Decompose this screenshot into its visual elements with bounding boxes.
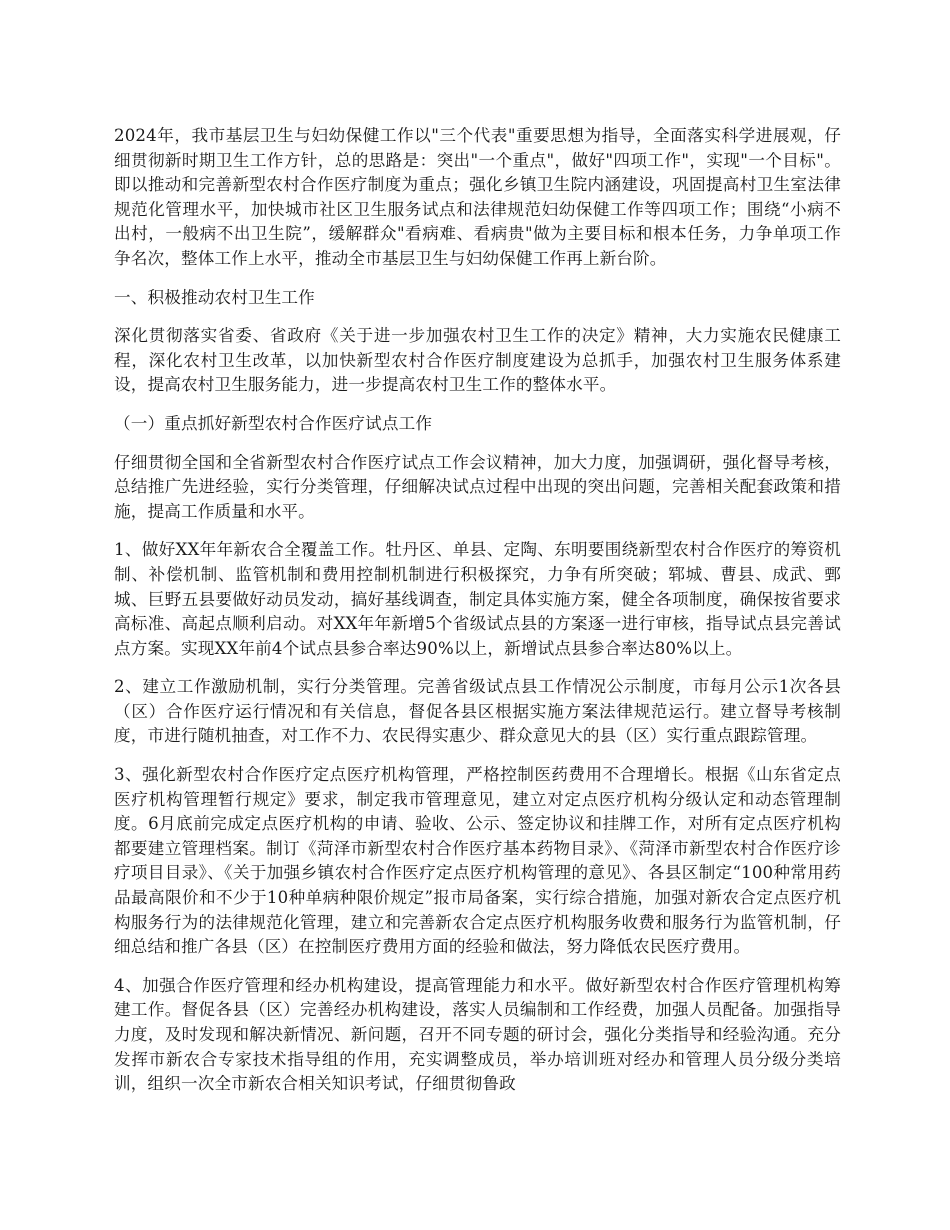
item-4-paragraph: 4、加强合作医疗管理和经办机构建设，提高管理能力和水平。做好新型农村合作医疗管理机构筹建工作。督促各县（区）完善经办机构建设，落实人员编制和工作经费，加强人员配备。加强指导力度，及时发现和解决新情况、新问题，召开不同专题的研讨会，强化分类指导和经验沟通。充分发挥市新农合专家技术指导组的作用，充实调整成员，举办培训班对经办和管理人员分级分类培训，组织一次全市新农合相关知识考试，仔细贯彻鲁政 [114, 975, 841, 1094]
section-heading-rural-health: 一、积极推动农村卫生工作 [114, 287, 315, 307]
subsection-heading-pilot-work: （一）重点抓好新型农村合作医疗试点工作 [114, 413, 433, 433]
item-3-paragraph: 3、强化新型农村合作医疗定点医疗机构管理，严格控制医药费用不合理增长。根据《山东省定点医疗机构管理暂行规定》要求，制定我市管理意见，建立对定点医疗机构分级认定和动态管理制度。6月底前完成定点医疗机构的申请、验收、公示、签定协议和挂牌工作，对所有定点医疗机构都要建立管理档案。制订《菏泽市新型农村合作医疗基本药物目录》、《菏泽市新型农村合作医疗诊疗项目目录》、《关于加强乡镇农村合作医疗定点医疗机构管理的意见》、各县区制定“100种常用药品最高限价和不少于10种单病种限价规定”报市局备案，实行综合措施，加强对新农合定点医疗机构服务行为的法律规范化管理，建立和完善新农合定点医疗机构服务收费和服务行为监管机制，仔细总结和推广各县（区）在控制医疗费用方面的经验和做法，努力降低农民医疗费用。 [114, 765, 841, 957]
intro-paragraph: 2024年，我市基层卫生与妇幼保健工作以"三个代表"重要思想为指导，全面落实科学进展观，仔细贯彻新时期卫生工作方针，总的思路是：突出"一个重点"，做好"四项工作"，实现"一个目标"。即以推动和完善新型农村合作医疗制度为重点；强化乡镇卫生院内涵建设，巩固提高村卫生室法律规范化管理水平，加快城市社区卫生服务试点和法律规范妇幼保健工作等四项工作；围绕“小病不出村，一般病不出卫生院”，缓解群众"看病难、看病贵"做为主要目标和根本任务，力争单项工作争名次，整体工作上水平，推动全市基层卫生与妇幼保健工作再上新台阶。 [114, 126, 841, 268]
section-intro-paragraph: 深化贯彻落实省委、省政府《关于进一步加强农村卫生工作的决定》精神，大力实施农民健康工程，深化农村卫生改革，以加快新型农村合作医疗制度建设为总抓手，加强农村卫生服务体系建设，提高农村卫生服务能力，进一步提高农村卫生工作的整体水平。 [114, 326, 841, 395]
item-2-paragraph: 2、建立工作激励机制，实行分类管理。完善省级试点县工作情况公示制度，市每月公示1次各县（区）合作医疗运行情况和有关信息，督促各县区根据实施方案法律规范运行。建立督导考核制度，市进行随机抽查，对工作不力、农民得实惠少、群众意见大的县（区）实行重点跟踪管理。 [114, 677, 841, 746]
subsection-intro-paragraph: 仔细贯彻全国和全省新型农村合作医疗试点工作会议精神，加大力度，加强调研，强化督导考核，总结推广先进经验，实行分类管理，仔细解决试点过程中出现的突出问题，完善相关配套政策和措施，提高工作质量和水平。 [114, 452, 841, 521]
item-1-paragraph: 1、做好XX年年新农合全覆盖工作。牡丹区、单县、定陶、东明要围绕新型农村合作医疗的筹资机制、补偿机制、监管机制和费用控制机制进行积极探究，力争有所突破；郓城、曹县、成武、鄄城、巨野五县要做好动员发动，搞好基线调查，制定具体实施方案，健全各项制度，确保按省要求高标准、高起点顺利启动。对XX年年新增5个省级试点县的方案逐一进行审核，指导试点县完善试点方案。实现XX年前4个试点县参合率达90%以上，新增试点县参合率达80%以上。 [114, 540, 841, 658]
document-body [114, 124, 841, 1111]
